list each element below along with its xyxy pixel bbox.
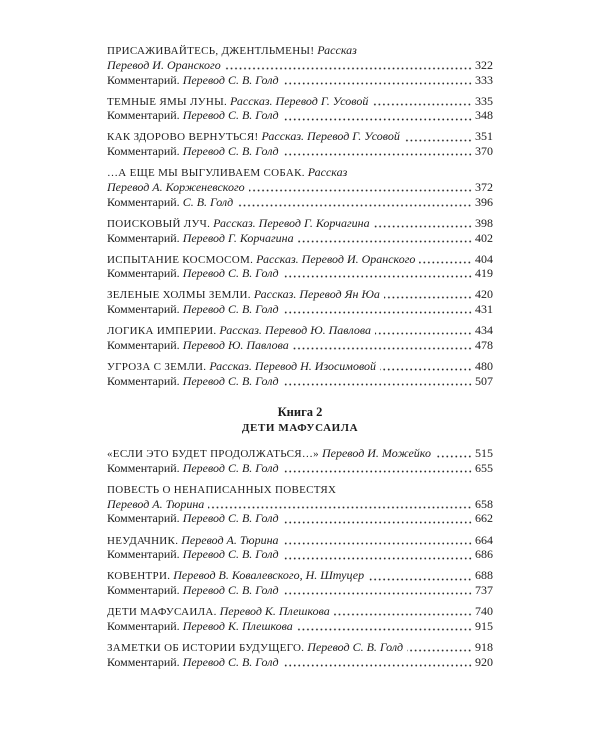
toc-entry (107, 94, 493, 124)
entry-note: Перевод Ю. Павлова (182, 337, 289, 352)
toc-line (107, 338, 493, 353)
entry-note: Перевод А. Тюрина (107, 496, 205, 511)
entry-title: ДЕТИ МАФУСАИЛА. (107, 606, 217, 619)
toc-line (107, 231, 493, 246)
dot-leader (380, 359, 472, 374)
page-number: 688 (475, 568, 493, 583)
toc-line (107, 604, 493, 619)
entry-title: «ЕСЛИ ЭТО БУДЕТ ПРОДОЛЖАТЬСЯ…» (107, 447, 319, 460)
line-text (107, 533, 279, 548)
line-text (107, 108, 279, 123)
toc-entry (107, 165, 493, 209)
entry-title: КОВЕНТРИ. (107, 570, 171, 583)
page-number: 431 (475, 302, 493, 317)
line-text (107, 302, 279, 317)
line-text (107, 73, 279, 88)
dot-leader (298, 231, 472, 246)
dot-leader (283, 533, 472, 548)
entry-note: Перевод Г. Корчагина (182, 230, 294, 245)
toc-entry (107, 568, 493, 598)
toc-line (107, 302, 493, 317)
line-text (107, 338, 289, 353)
page-number: 402 (475, 230, 493, 245)
line-text (107, 446, 431, 461)
page-number: 737 (475, 583, 493, 598)
comment-label: Комментарий. (107, 654, 180, 669)
entry-note: Перевод К. Плешкова (219, 604, 330, 619)
page-number: 398 (475, 215, 493, 230)
toc-line (107, 568, 493, 583)
dot-leader (372, 94, 472, 109)
toc-line (107, 73, 493, 88)
entry-title: ТЕМНЫЕ ЯМЫ ЛУНЫ. (107, 95, 228, 108)
entry-note: Перевод С. В. Голд (182, 460, 279, 475)
entry-note: Рассказ. Перевод Н. Изосимовой (209, 358, 377, 373)
dot-leader (368, 568, 472, 583)
toc-line (107, 266, 493, 281)
dot-leader (374, 216, 472, 231)
line-text (107, 252, 415, 267)
entry-note: Перевод А. Корженевского (107, 179, 245, 194)
dot-leader (225, 58, 472, 73)
dot-leader (404, 129, 472, 144)
dot-leader (249, 180, 472, 195)
entry-note: Рассказ. Перевод И. Оранского (256, 251, 416, 266)
page-number: 740 (475, 604, 493, 619)
line-text (107, 583, 279, 598)
dot-leader (208, 497, 472, 512)
page-number: 480 (475, 358, 493, 373)
line-text (107, 511, 279, 526)
book-title: ДЕТИ МАФУСАИЛА (241, 421, 359, 434)
page-number: 322 (475, 57, 493, 72)
toc-line (107, 108, 493, 123)
comment-label: Комментарий. (107, 547, 180, 562)
page-number: 370 (475, 144, 493, 159)
book-2-entries (107, 446, 493, 670)
toc-line (107, 461, 493, 476)
page-number: 351 (475, 129, 493, 144)
entry-note: Перевод С. В. Голд (182, 547, 279, 562)
page-number: 515 (475, 445, 493, 460)
line-text (107, 547, 279, 562)
page-number: 507 (475, 373, 493, 388)
page-number: 662 (475, 511, 493, 526)
toc-line (107, 287, 493, 302)
toc-entry (107, 640, 493, 670)
comment-label: Комментарий. (107, 230, 180, 245)
toc-line (107, 180, 493, 195)
dot-leader (283, 73, 472, 88)
line-text (107, 216, 370, 231)
page-number: 335 (475, 93, 493, 108)
toc-line (107, 640, 493, 655)
toc-line (107, 583, 493, 598)
book-number: Книга 2 (277, 405, 323, 420)
entry-title: ПОИСКОВЫЙ ЛУЧ. (107, 217, 211, 230)
toc-line (107, 497, 493, 512)
dot-leader (375, 323, 472, 338)
page-number: 915 (475, 619, 493, 634)
entry-note: Рассказ. Перевод Г. Усовой (230, 93, 369, 108)
dot-leader (435, 446, 472, 461)
page-number: 372 (475, 179, 493, 194)
toc-line (107, 533, 493, 548)
page-number: 348 (475, 108, 493, 123)
page-number: 404 (475, 251, 493, 266)
toc-entry (107, 323, 493, 353)
entry-title: ЛОГИКА ИМПЕРИИ. (107, 325, 217, 338)
toc-line (107, 655, 493, 670)
entry-title: ИСПЫТАНИЕ КОСМОСОМ. (107, 253, 254, 266)
entry-note: С. В. Голд (182, 194, 234, 209)
entry-note: Перевод С. В. Голд (182, 654, 279, 669)
entry-note: Перевод С. В. Голд (182, 302, 279, 317)
dot-leader (283, 266, 472, 281)
line-text (107, 461, 279, 476)
toc-line (107, 374, 493, 389)
toc-entry (107, 482, 493, 526)
entry-note: Рассказ. Перевод Ю. Павлова (219, 323, 371, 338)
dot-leader (293, 338, 472, 353)
page-number: 655 (475, 460, 493, 475)
line-text (107, 180, 245, 195)
line-text (107, 640, 403, 655)
page-number: 658 (475, 496, 493, 511)
toc-line (107, 511, 493, 526)
entry-title: КАК ЗДОРОВО ВЕРНУТЬСЯ! (107, 131, 259, 144)
line-text (107, 359, 376, 374)
toc-line (107, 195, 493, 210)
entry-title: ЗЕЛЕНЫЕ ХОЛМЫ ЗЕМЛИ. (107, 289, 251, 302)
comment-label: Комментарий. (107, 583, 180, 598)
entry-note: Перевод А. Тюрина (181, 532, 279, 547)
dot-leader (334, 604, 472, 619)
comment-label: Комментарий. (107, 194, 180, 209)
toc-line (107, 619, 493, 634)
line-text (107, 231, 294, 246)
book-1-entries (107, 43, 493, 388)
dot-leader (283, 144, 472, 159)
line-text (107, 323, 371, 338)
dot-leader (283, 511, 472, 526)
entry-note: Перевод С. В. Голд (182, 72, 279, 87)
line-text (107, 604, 330, 619)
dot-leader (297, 619, 472, 634)
dot-leader (407, 640, 472, 655)
comment-label: Комментарий. (107, 511, 180, 526)
toc-entry (107, 216, 493, 246)
line-text (107, 655, 279, 670)
entry-note: Перевод С. В. Голд (182, 266, 279, 281)
toc-line (107, 144, 493, 159)
entry-note: Перевод С. В. Голд (307, 640, 404, 655)
page-number: 664 (475, 532, 493, 547)
line-text (107, 144, 279, 159)
dot-leader (283, 374, 472, 389)
page-number: 396 (475, 194, 493, 209)
comment-label: Комментарий. (107, 108, 180, 123)
page-number: 918 (475, 640, 493, 655)
table-of-contents (107, 43, 493, 670)
entry-title: ПРИСАЖИВАЙТЕСЬ, ДЖЕНТЛЬМЕНЫ! (107, 45, 315, 57)
entry-note: Рассказ. Перевод Г. Корчагина (213, 215, 370, 230)
toc-line (107, 323, 493, 338)
toc-entry (107, 43, 493, 87)
entry-note: Перевод И. Можейко (321, 445, 431, 460)
line-text (107, 165, 347, 180)
entry-note: Рассказ. Перевод Ян Юа (253, 287, 380, 302)
line-text (107, 497, 204, 512)
entry-note: Рассказ (317, 43, 357, 57)
comment-label: Комментарий. (107, 460, 180, 475)
comment-label: Комментарий. (107, 144, 180, 159)
toc-entry (107, 604, 493, 634)
toc-line (107, 547, 493, 562)
dot-leader (283, 108, 472, 123)
book-2-heading (107, 405, 493, 436)
toc-entry (107, 533, 493, 563)
toc-line (107, 446, 493, 461)
entry-title: УГРОЗА С ЗЕМЛИ. (107, 360, 207, 373)
toc-line (107, 94, 493, 109)
line-text (107, 266, 279, 281)
entry-note: Перевод С. В. Голд (182, 144, 279, 159)
toc-entry (107, 359, 493, 389)
line-text (107, 619, 293, 634)
page-number: 434 (475, 323, 493, 338)
entry-title: …А ЕЩЕ МЫ ВЫГУЛИВАЕМ СОБАК. (107, 167, 305, 180)
entry-title: НЕУДАЧНИК. (107, 534, 179, 547)
entry-note: Перевод С. В. Голд (182, 373, 279, 388)
comment-label: Комментарий. (107, 302, 180, 317)
page-number: 420 (475, 287, 493, 302)
page-number: 478 (475, 337, 493, 352)
comment-label: Комментарий. (107, 72, 180, 87)
entry-title: ЗАМЕТКИ ОБ ИСТОРИИ БУДУЩЕГО. (107, 642, 305, 655)
page-number: 920 (475, 654, 493, 669)
line-text (107, 568, 364, 583)
entry-note: Перевод С. В. Голд (182, 511, 279, 526)
line-text (107, 58, 221, 73)
entry-note: Перевод К. Плешкова (182, 619, 293, 634)
toc-line (107, 165, 493, 180)
toc-line (107, 216, 493, 231)
toc-entry (107, 129, 493, 159)
toc-line (107, 129, 493, 144)
entry-note: Перевод С. В. Голд (182, 108, 279, 123)
toc-line (107, 43, 493, 58)
entry-note: Перевод В. Ковалевского, Н. Штуцер (173, 568, 365, 583)
line-text (107, 43, 357, 58)
line-text (107, 94, 368, 109)
dot-leader (237, 195, 472, 210)
comment-label: Комментарий. (107, 266, 180, 281)
comment-label: Комментарий. (107, 337, 180, 352)
toc-line (107, 58, 493, 73)
toc-entry (107, 446, 493, 476)
line-text (107, 482, 336, 497)
dot-leader (283, 583, 472, 598)
toc-entry (107, 287, 493, 317)
page-number: 419 (475, 266, 493, 281)
toc-line (107, 359, 493, 374)
dot-leader (283, 302, 472, 317)
dot-leader (419, 252, 472, 267)
comment-label: Комментарий. (107, 619, 180, 634)
toc-line (107, 482, 493, 497)
dot-leader (283, 655, 472, 670)
entry-note: Перевод С. В. Голд (182, 583, 279, 598)
comment-label: Комментарий. (107, 373, 180, 388)
dot-leader (283, 461, 472, 476)
toc-entry (107, 252, 493, 282)
line-text (107, 287, 380, 302)
entry-note: Перевод И. Оранского (107, 57, 221, 72)
line-text (107, 374, 279, 389)
dot-leader (384, 287, 472, 302)
entry-note: Рассказ (307, 165, 348, 180)
entry-note: Рассказ. Перевод Г. Усовой (261, 129, 400, 144)
entry-title: ПОВЕСТЬ О НЕНАПИСАННЫХ ПОВЕСТЯХ (107, 483, 337, 496)
page-number: 333 (475, 72, 493, 87)
page-number: 686 (475, 547, 493, 562)
line-text (107, 195, 233, 210)
toc-line (107, 252, 493, 267)
line-text (107, 129, 400, 144)
dot-leader (283, 547, 472, 562)
